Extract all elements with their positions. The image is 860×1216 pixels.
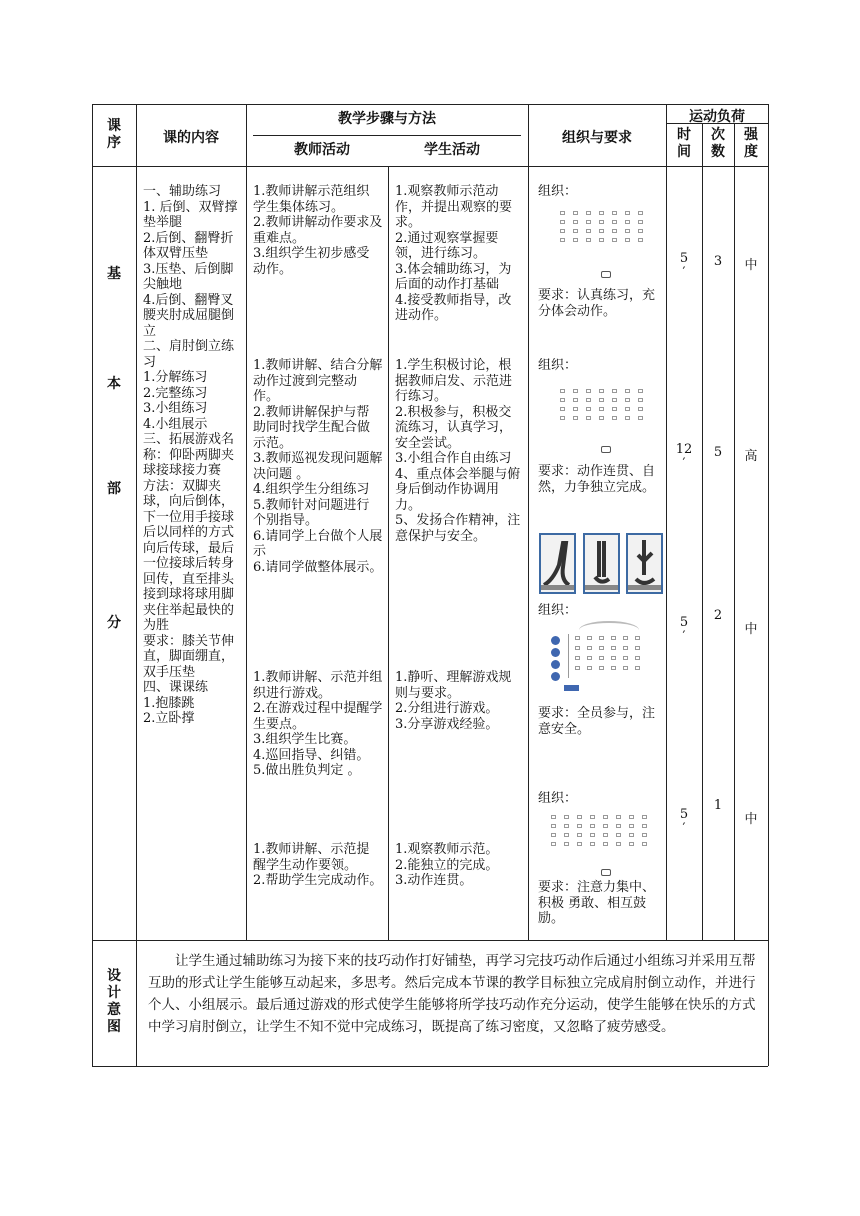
col-line-3 <box>388 166 389 940</box>
student-activity-1: 1.观察教师示范动作，并提出观察的要求。 2.通过观察掌握要领，进行练习。 3.体会辅助练习，为后面的动作打基础 4.接受教师指导，改进动作。 <box>395 184 513 323</box>
org-label-3: 组织： <box>538 603 578 618</box>
header-count: 次数 <box>711 127 725 160</box>
col-line-1 <box>136 104 137 1066</box>
table-border-left <box>92 104 93 1066</box>
game-line <box>568 634 569 678</box>
intensity-4: 中 <box>744 812 758 827</box>
player-dot <box>551 660 560 669</box>
count-3: 2 <box>713 608 723 623</box>
intensity-3: 中 <box>744 622 758 637</box>
intensity-1: 中 <box>744 258 758 273</box>
design-char-4: 图 <box>107 1019 121 1035</box>
header-student: 学生活动 <box>424 142 480 158</box>
teacher-marker-4 <box>601 869 611 876</box>
teacher-marker-1 <box>601 271 611 278</box>
org-label-2: 组织： <box>538 358 578 373</box>
count-2: 5 <box>713 445 723 460</box>
header-teacher: 教师活动 <box>294 142 350 158</box>
section-char-4: 分 <box>107 615 121 631</box>
figure-icon <box>585 535 618 592</box>
mat-marker <box>564 685 579 691</box>
col-line-6 <box>702 123 703 940</box>
demo-photo-3 <box>626 533 663 594</box>
org-requirement-4: 要求：注意力集中、积极 勇敢、相互鼓励。 <box>538 880 656 926</box>
org-label-4: 组织： <box>538 791 578 806</box>
table-border-bottom <box>92 1066 768 1067</box>
design-intent-text: 让学生通过辅助练习为接下来的技巧动作打好铺垫，再学习完技巧动作后通过小组练习并采用互帮互助的形式让学生能够互动起来，多思考。然后完成本节课的教学目标独立完成肩肘倒立动作，并进行个人、小组展示。最后通过游戏的形式使学生能够将所学技巧动作充分运动，使学生能够在快乐的方式中学习肩肘倒立，让学生不知不觉中完成练习，既提高了练习密度，又忽略了疲劳感受。 <box>148 953 756 1035</box>
teacher-activity-2: 1.教师讲解、结合分解动作过渡到完整动 作。 2.教师讲解保护与帮 助同时找学生配合做 示范。 3.教师巡视发现问题解决问题 。 4.组织学生分组练习 5.教师针对问题进行 个别指导。 6.请同学上台做个人展示 6.请同学做整体展示。 <box>253 358 383 575</box>
time-4: 5 ′ <box>679 807 689 836</box>
demo-photo-2 <box>583 533 620 594</box>
header-content: 课的内容 <box>163 130 219 146</box>
org-requirement-3: 要求：全员参与，注意安全。 <box>538 706 656 737</box>
formation-grid-4 <box>551 815 647 846</box>
time-3: 5 ′ <box>679 615 689 644</box>
player-dot <box>551 672 560 681</box>
count-4: 1 <box>713 798 723 813</box>
section-char-2: 本 <box>107 376 121 392</box>
steps-underline <box>253 135 521 136</box>
demo-photo-1 <box>539 533 576 594</box>
section-char-1: 基 <box>107 266 121 282</box>
figure-icon <box>628 535 661 592</box>
teacher-activity-4: 1.教师讲解、示范提 醒学生动作要领。 2.帮助学生完成动作。 <box>253 842 383 888</box>
design-char-3: 意 <box>107 1002 121 1018</box>
header-lesson-order: 课序 <box>107 118 121 151</box>
section-char-3: 部 <box>107 481 121 497</box>
table-border-right <box>768 104 769 1066</box>
teacher-activity-3: 1.教师讲解、示范并组织进行游戏。 2.在游戏过程中提醒学生要点。 3.组织学生比赛。 4.巡回指导、纠错。 5.做出胜负判定 。 <box>253 670 383 778</box>
col-line-4 <box>528 104 529 940</box>
formation-grid-3 <box>575 636 640 670</box>
col-line-5 <box>666 104 667 940</box>
col-line-2-header <box>246 104 247 166</box>
header-organization: 组织与要求 <box>562 130 632 146</box>
org-label-1: 组织： <box>538 184 578 199</box>
count-1: 3 <box>713 254 723 269</box>
header-steps: 教学步骤与方法 <box>338 111 436 127</box>
org-requirement-1: 要求：认真练习，充分体会动作。 <box>538 288 656 319</box>
student-activity-2: 1.学生积极讨论，根据教师启发、示范进行练习。 2.积极参与，积极交流练习，认真学习，安全尝试。 3.小组合作自由练习 4、重点体会举腿与俯 身后倒动作协调用力。 5、发扬合作精神，注意保护与安全。 <box>395 358 521 544</box>
formation-grid-2 <box>560 389 643 420</box>
org-requirement-2: 要求：动作连贯、自然，力争独立完成。 <box>538 464 656 495</box>
time-1: 5 ′ <box>679 251 689 280</box>
figure-icon <box>541 535 574 592</box>
design-char-1: 设 <box>107 968 121 984</box>
lesson-content: 一、辅助练习 1. 后倒、双臂撑垫举腿 2.后倒、翻臀折体双臂压垫 3.压垫、后倒脚尖触地 4.后倒、翻臀叉腰夹肘成屈腿倒立 二、肩肘倒立练习 1.分解练习 2.完整练习 3.小组练习 4.小组展示 三、拓展游戏名称：仰卧两脚夹球接球接力赛 方法：双脚夹球，向后倒体，下一位用手接球后以同样的方式向后传球，最后一位接球后转身回传，直至排头接到球将球用脚夹住举起最快的为胜 要求：膝关节伸直，脚面绷直，双手压垫 四、课课练 1.抱膝跳 2.立卧撑 <box>143 184 238 726</box>
formation-grid-1 <box>560 211 643 242</box>
design-char-2: 计 <box>107 985 121 1001</box>
header-time: 时间 <box>677 127 691 160</box>
time-2: 12 ′ <box>675 442 693 471</box>
intensity-2: 高 <box>744 449 758 464</box>
teacher-activity-1: 1.教师讲解示范组织 学生集体练习。 2.教师讲解动作要求及重难点。 3.组织学生初步感受 动作。 <box>253 184 383 277</box>
student-activity-4: 1.观察教师示范。 2.能独立的完成。 3.动作连贯。 <box>395 842 499 888</box>
teacher-marker-2 <box>601 446 611 453</box>
player-dot <box>551 636 560 645</box>
col-line-2 <box>246 166 247 940</box>
header-load: 运动负荷 <box>689 109 745 125</box>
header-intensity: 强度 <box>744 127 758 160</box>
player-dot <box>551 648 560 657</box>
student-activity-3: 1.静听、理解游戏规则与要求。 2.分组进行游戏。 3.分享游戏经验。 <box>395 670 512 732</box>
section-divider <box>92 940 768 941</box>
